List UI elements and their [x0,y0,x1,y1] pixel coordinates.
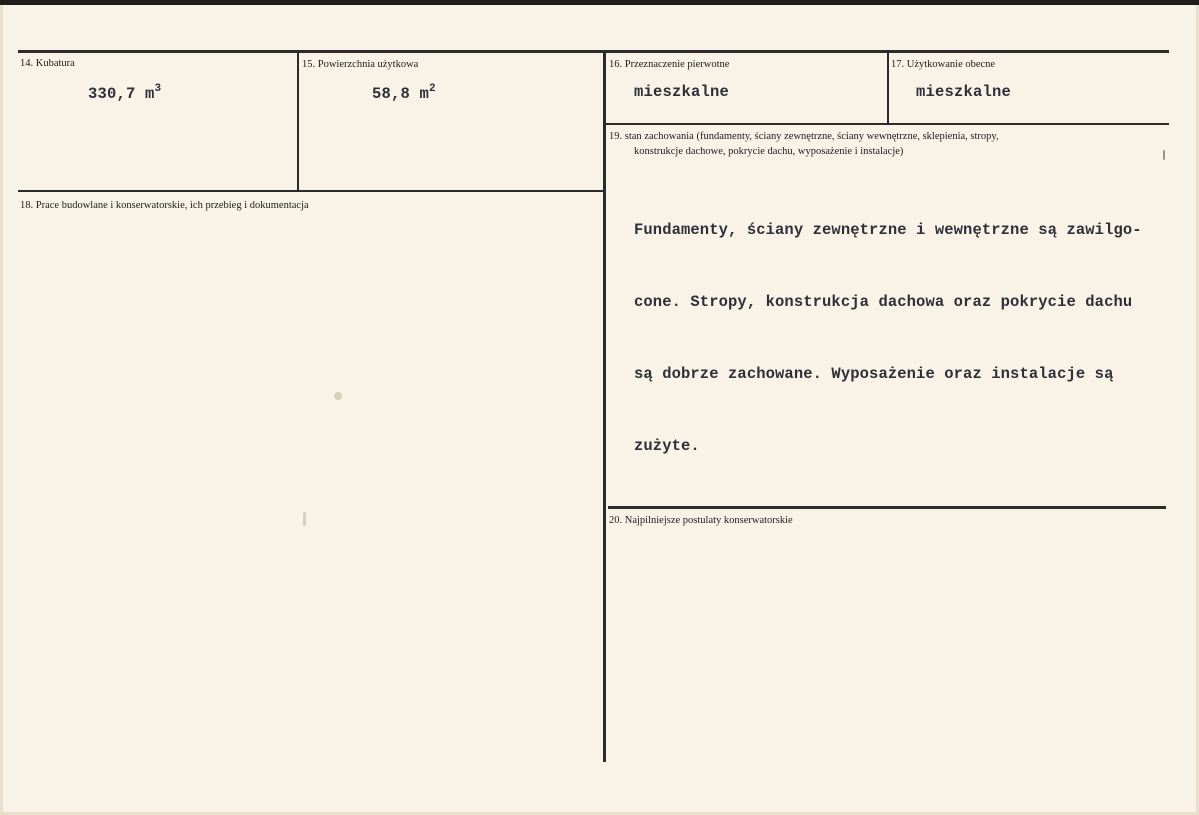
label-prace-budowlane: 18. Prace budowlane i konserwatorskie, ich przebieg i dokumentacja [20,200,309,211]
top-rule [18,50,1169,53]
rule-under-row1-left [18,190,606,192]
label-przeznaczenie-pierwotne: 16. Przeznaczenie pierwotne [609,59,730,70]
paper-speck [1163,150,1165,160]
label-kubatura: 14. Kubatura [20,58,75,69]
label-postulaty-konserwatorskie: 20. Najpilniejsze postulaty konserwatorskie [609,515,793,526]
value-powierzchnia-uzytkowa [372,83,436,103]
vertical-rule-center [603,52,606,762]
vertical-rule-14-15 [297,52,299,191]
card-top-edge [0,0,1199,5]
label-uzytkowanie-obecne: 17. Użytkowanie obecne [891,59,996,70]
label-powierzchnia-uzytkowa: 15. Powierzchnia użytkowa [302,59,419,70]
value-kubatura [88,83,161,103]
value-uzytkowanie-obecne: mieszkalne [916,83,1012,101]
value-stan-zachowania-line: zużyte. [634,437,700,455]
value-kubatura-exponent: 3 [154,83,162,95]
label-stan-zachowania-line1: 19. stan zachowania (fundamenty, ściany zewnętrzne, ściany wewnętrzne, sklepienia, stropy, [609,131,999,142]
value-kubatura-number: 330,7 m [88,85,155,103]
value-stan-zachowania [634,170,1142,506]
rule-under-19 [608,506,1166,509]
value-stan-zachowania-line: cone. Stropy, konstrukcja dachowa oraz pokrycie dachu [634,293,1133,311]
value-przeznaczenie-pierwotne: mieszkalne [634,83,730,101]
paper-speck [334,392,342,400]
value-stan-zachowania-line: Fundamenty, ściany zewnętrzne i wewnętrzne są zawilgo- [634,221,1142,239]
value-powierzchnia-number: 58,8 m [372,85,430,103]
paper-speck [303,512,306,526]
value-powierzchnia-exponent: 2 [429,83,436,95]
label-stan-zachowania-line2: konstrukcje dachowe, pokrycie dachu, wyposażenie i instalacje) [634,146,904,157]
value-stan-zachowania-line: są dobrze zachowane. Wyposażenie oraz instalacje są [634,365,1114,383]
vertical-rule-16-17 [887,52,889,124]
